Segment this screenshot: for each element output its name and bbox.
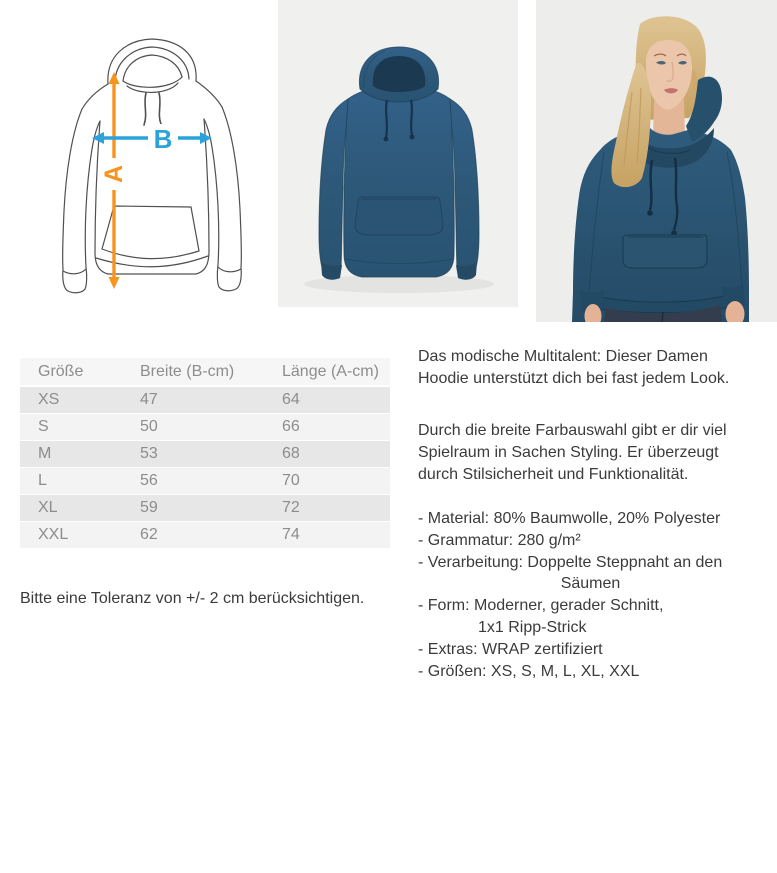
size-table-row-xxl bbox=[20, 522, 390, 548]
jeans-seam bbox=[662, 312, 663, 322]
width-label: B bbox=[153, 124, 173, 154]
description-bullet: - Extras: WRAP zertifiziert bbox=[418, 640, 603, 658]
description-line: Das modische Multitalent: Dieser Damen bbox=[418, 348, 708, 365]
size-cell: XS bbox=[38, 391, 60, 408]
laenge-cell: 74 bbox=[282, 526, 300, 543]
size-table-row-xl bbox=[20, 495, 390, 521]
size-table-row-m bbox=[20, 441, 390, 467]
model-photo-image[interactable] bbox=[536, 0, 777, 322]
hoodie-outline-drawing bbox=[63, 39, 242, 293]
model-woman-graphic bbox=[536, 0, 777, 322]
laenge-cell: 70 bbox=[282, 472, 300, 489]
laenge-cell: 64 bbox=[282, 391, 300, 408]
header-groesse: Größe bbox=[38, 362, 84, 380]
description-bullet: - Material: 80% Baumwolle, 20% Polyester bbox=[418, 509, 721, 527]
size-table-row-s bbox=[20, 414, 390, 440]
size-cell: S bbox=[38, 418, 49, 435]
paragraph-spacer bbox=[418, 390, 763, 420]
breite-cell: 59 bbox=[140, 499, 158, 516]
length-label: A bbox=[100, 164, 128, 184]
size-cell: L bbox=[38, 472, 47, 489]
product-flat-image[interactable] bbox=[278, 0, 518, 307]
header-breite: Breite (B-cm) bbox=[140, 362, 235, 380]
size-cell: XXL bbox=[38, 526, 69, 543]
laenge-cell: 72 bbox=[282, 499, 300, 516]
width-arrow bbox=[92, 124, 212, 154]
breite-cell: 56 bbox=[140, 472, 158, 489]
description-bullet-continuation: 1x1 Ripp-Strick bbox=[478, 618, 587, 636]
paragraph-spacer bbox=[418, 485, 763, 508]
description-line: Spielraum in Sachen Styling. Er überzeugt bbox=[418, 443, 719, 461]
breite-cell: 62 bbox=[140, 526, 158, 543]
tolerance-note: Bitte eine Toleranz von +/- 2 cm berücksichtigen. bbox=[20, 590, 365, 607]
description-bullet: - Grammatur: 280 g/m² bbox=[418, 531, 581, 549]
size-table-row-xs bbox=[20, 387, 390, 413]
size-table-header bbox=[20, 358, 390, 385]
hoodie-measurement-diagram bbox=[40, 20, 270, 310]
description-line: Hoodie unterstützt dich bei fast jedem Look. bbox=[418, 369, 730, 387]
laenge-cell: 66 bbox=[282, 418, 300, 435]
breite-cell: 50 bbox=[140, 418, 158, 435]
breite-cell: 47 bbox=[140, 391, 158, 408]
size-table-row-l bbox=[20, 468, 390, 494]
breite-cell: 53 bbox=[140, 445, 158, 462]
description-line: durch Stilsicherheit und Funktionalität. bbox=[418, 465, 689, 483]
product-description bbox=[418, 346, 763, 682]
header-laenge: Länge (A-cm) bbox=[282, 362, 379, 380]
flat-hoodie-graphic bbox=[278, 0, 518, 307]
description-bullet-continuation: Säumen bbox=[560, 575, 621, 593]
description-bullet: - Größen: XS, S, M, L, XL, XXL bbox=[418, 662, 640, 680]
laenge-cell: 68 bbox=[282, 445, 300, 462]
description-bullet: - Verarbeitung: Doppelte Steppnaht an den bbox=[418, 553, 723, 571]
size-cell: XL bbox=[38, 499, 58, 516]
length-arrow bbox=[100, 72, 128, 289]
size-cell: M bbox=[38, 445, 52, 462]
size-table bbox=[20, 358, 390, 549]
description-line: Durch die breite Farbauswahl gibt er dir viel bbox=[418, 421, 727, 439]
description-bullet: - Form: Moderner, gerader Schnitt, bbox=[418, 597, 664, 615]
size-diagram-image[interactable] bbox=[40, 20, 270, 310]
